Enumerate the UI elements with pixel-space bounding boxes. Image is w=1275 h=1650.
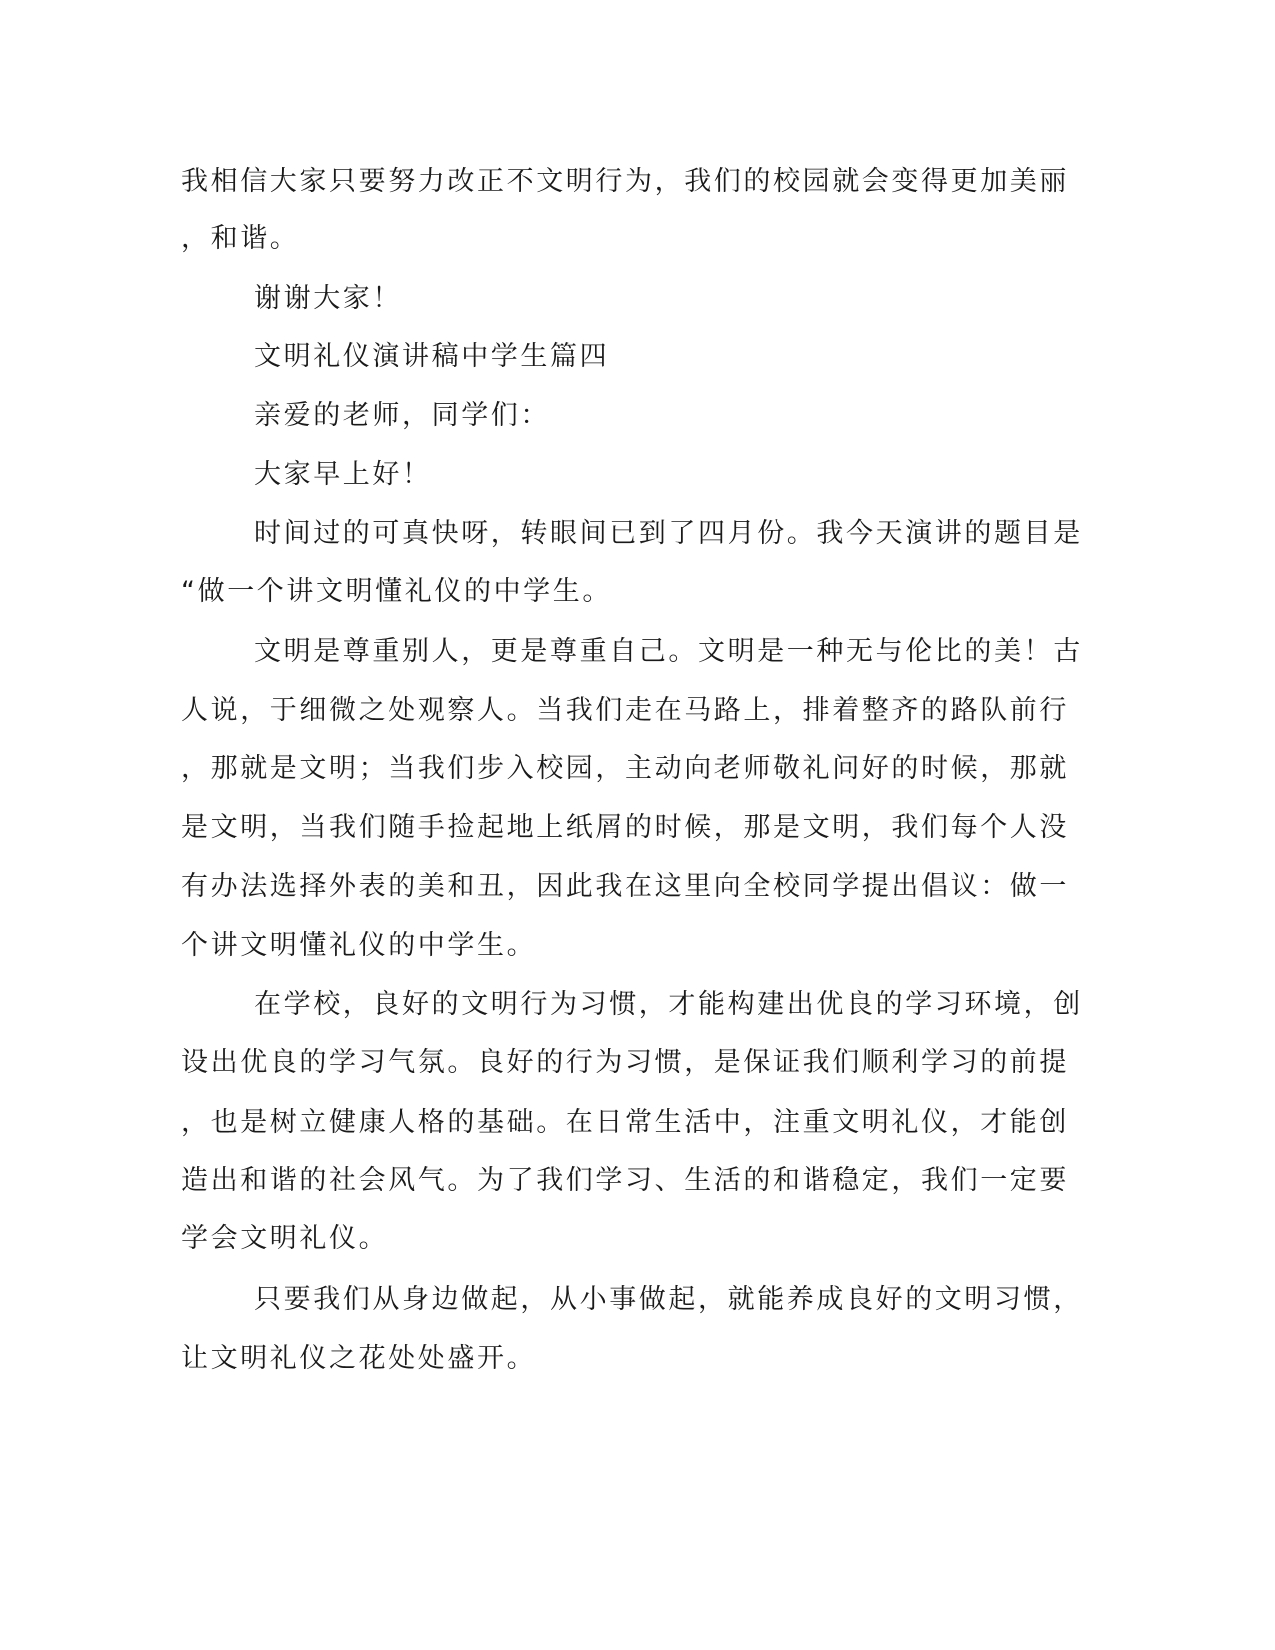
body-text-line: 造出和谐的社会风气。为了我们学习、生活的和谐稳定，我们一定要 <box>181 1165 1069 1196</box>
greeting: 大家早上好！ <box>254 459 432 490</box>
body-text-line: 学会文明礼仪。 <box>181 1223 389 1254</box>
body-text-line: ，和谐。 <box>181 223 300 254</box>
body-text-line: 让文明礼仪之花处处盛开。 <box>181 1343 537 1374</box>
body-text-line: ，也是树立健康人格的基础。在日常生活中，注重文明礼仪，才能创 <box>181 1107 1069 1138</box>
closing-thanks: 谢谢大家！ <box>254 283 402 314</box>
body-text-line: “做一个讲文明懂礼仪的中学生。 <box>181 576 612 607</box>
body-text-line: 是文明，当我们随手捡起地上纸屑的时候，那是文明，我们每个人没 <box>181 812 1069 843</box>
body-text-line: 时间过的可真快呀，转眼间已到了四月份。我今天演讲的题目是 <box>254 518 1083 549</box>
section-title: 文明礼仪演讲稿中学生篇四 <box>254 341 610 372</box>
body-text-line: 人说，于细微之处观察人。当我们走在马路上，排着整齐的路队前行 <box>181 695 1069 726</box>
body-text-line: 设出优良的学习气氛。良好的行为习惯，是保证我们顺利学习的前提 <box>181 1047 1069 1078</box>
body-text-line: 我相信大家只要努力改正不文明行为，我们的校园就会变得更加美丽 <box>181 166 1069 197</box>
body-text-line: ，那就是文明；当我们步入校园，主动向老师敬礼问好的时候，那就 <box>181 753 1069 784</box>
body-text-line: 只要我们从身边做起，从小事做起，就能养成良好的文明习惯， <box>254 1284 1083 1315</box>
salutation: 亲爱的老师，同学们： <box>254 400 550 431</box>
body-text-line: 有办法选择外表的美和丑，因此我在这里向全校同学提出倡议：做一 <box>181 871 1069 902</box>
body-text-line: 文明是尊重别人，更是尊重自己。文明是一种无与伦比的美！古 <box>254 636 1083 667</box>
body-text-line: 在学校，良好的文明行为习惯，才能构建出优良的学习环境，创 <box>254 989 1083 1020</box>
body-text-line: 个讲文明懂礼仪的中学生。 <box>181 930 537 961</box>
